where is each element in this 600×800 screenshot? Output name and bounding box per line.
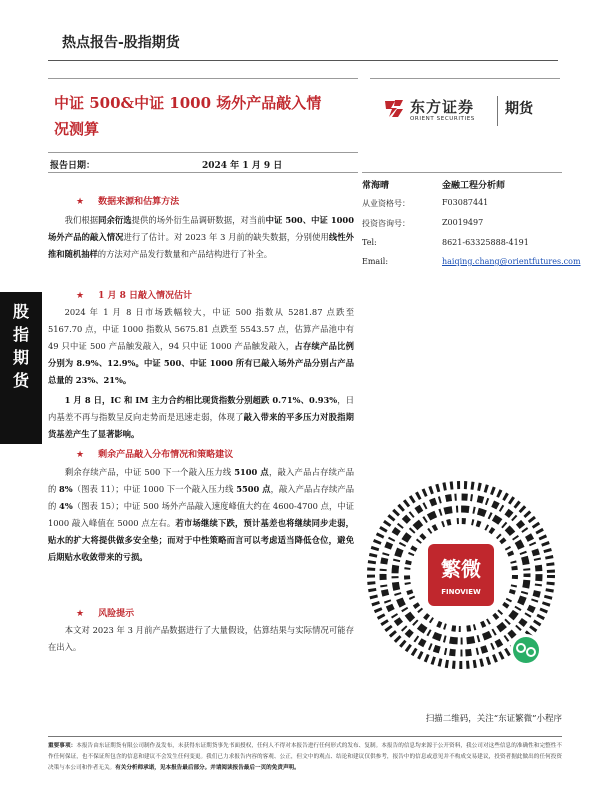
star-icon: ★ (76, 450, 85, 460)
date-rule-top (48, 152, 358, 153)
report-date: 2024 年 1 月 9 日 (202, 161, 283, 171)
bold-span: 8% (59, 484, 73, 494)
analyst-rule (362, 172, 562, 173)
side-tab-char: 期 (12, 348, 29, 367)
orient-logo-icon (383, 97, 405, 119)
paragraph-strategy (48, 464, 354, 566)
bold-span: 4% (59, 501, 73, 511)
analyst-field-value: F03087441 (442, 198, 489, 207)
text-span: 进行了估计。对 2023 年 3 月前的缺失数据，分别使用 (123, 232, 329, 242)
analyst-field-label: Email: (362, 257, 389, 266)
section-heading-text: 1 月 8 日敲入情况估计 (98, 291, 193, 301)
bold-span: 线性外推和随机抽样 (48, 232, 354, 259)
paragraph-data-source (48, 212, 354, 263)
paragraph-knockin-estimate (48, 304, 354, 389)
analyst-field-value: 8621-63325888-4191 (442, 238, 529, 247)
text-span: 的方法对产品发行数量和产品结构进行了补全。 (97, 249, 273, 259)
logo-division: 期货 (505, 101, 533, 117)
disclaimer-tail: 有关分析师承诺，见本报告最后部分。并请阅读报告最后一页的免责声明。 (115, 765, 300, 771)
logo-divider (497, 96, 498, 126)
side-tab-char: 股 (12, 302, 29, 321)
qr-badge-en: FINOVIEW (441, 588, 481, 596)
section-heading-knockin-estimate (76, 288, 192, 301)
header-divider (48, 60, 558, 61)
text-span: ，日内基差不再与指数呈反向走势而是迅速走弱，体现了 (48, 395, 354, 422)
side-tab-char: 指 (12, 325, 29, 344)
disclaimer-rule (48, 736, 562, 737)
disclaimer (48, 741, 562, 774)
analyst-field-label: 投资咨询号： (362, 219, 410, 228)
logo-text-cn: 东方证券 (410, 98, 475, 116)
paragraph-risk (48, 622, 354, 656)
section-heading-text: 数据来源和估算方法 (98, 197, 180, 207)
paragraph-basis-impact (48, 392, 354, 443)
analyst-field-label: 从业资格号： (362, 199, 410, 208)
disclaimer-body: 本报告由东证期货有限公司制作及发布，未获得东证期货事先书面授权，任何人不得对本报告进行任何形式的发布、复制。本报告的信息均来源于公开资料，我公司对这些信息的准确性和完整性不作任何保证，也不保证所包含的信息和建议不会发生任何变更。我们已力求报告内容的客观、公正，但文中的观点、结论和建议仅供参考，报告中的信息或意见并不构成交易建议，投资者据此做出的任何投资决策与本公司和作者无关。 (48, 743, 562, 771)
bold-span: 若市场继续下跌，预计基差也将继续同步走弱，贴水的扩大将提供做多安全垫；而对于中性策略而言可以考虑适当降低仓位，避免后期贴水收敛带来的亏损。 (48, 518, 354, 562)
analyst-name: 常海晴 (362, 181, 390, 191)
text-span: （图表 15）；中证 500 场外产品敲入速度峰值大约在 4600-4700 点，中证 1000 敲入峰值在 5000 点左右。 (48, 501, 354, 528)
bold-span: 敲入带来的平多压力对股指期货基差产生了显著影响。 (48, 412, 354, 439)
qr-caption: 扫描二维码，关注“东证繁微”小程序 (425, 714, 562, 724)
bold-span: 5100 点 (234, 467, 269, 477)
text-span: ，敲入产品占存续产品的 (48, 484, 354, 511)
analyst-field-label: Tel: (362, 238, 377, 247)
section-heading-strategy (76, 447, 233, 460)
side-tab-char: 货 (12, 371, 29, 390)
star-icon: ★ (76, 291, 85, 301)
bold-span: 5500 点 (236, 484, 271, 494)
star-icon: ★ (76, 197, 85, 207)
section-heading-text: 风险提示 (98, 609, 135, 619)
analyst-field-value: Z0019497 (442, 218, 484, 227)
qr-code[interactable] (366, 462, 556, 688)
text-span: ，敲入产品占存续产品的 (48, 467, 355, 494)
bold-span: 占存续产品比例分别为 8.9%、12.9%。中证 500、中证 1000 所有已敲入场外产品分别占产品总量的 23%、21%。 (48, 341, 354, 385)
qr-badge-cn: 繁微 (441, 557, 481, 581)
report-title-line1: 中证 500&中证 1000 场外产品敲入情 (54, 94, 322, 112)
logo-text-en: ORIENT SECURITIES (410, 116, 475, 122)
report-date-label: 报告日期： (50, 161, 96, 171)
text-span: 本文对 2023 年 3 月前产品数据进行了大量假设，估算结果与实际情况可能存在出入。 (48, 625, 354, 652)
bold-span: 同余衍选 (98, 215, 132, 225)
text-span: （图表 11）；中证 1000 下一个敲入压力线 (72, 484, 237, 494)
text-span: 我们根据 (64, 215, 99, 225)
text-span: 提供的场外衍生品调研数据，对当前 (131, 215, 266, 225)
bold-span: 中证 500、中证 1000 场外产品的敲入情况 (48, 215, 354, 242)
date-rule-bottom (48, 172, 358, 173)
section-heading-data-source (76, 194, 179, 207)
analyst-title: 金融工程分析师 (442, 181, 506, 191)
disclaimer-label: 重要事项： (48, 743, 77, 749)
report-title (54, 90, 354, 142)
text-span: 2024 年 1 月 8 日市场跌幅较大，中证 500 指数从 5281.87 点跌至 5167.70 点，中证 1000 指数从 5675.81 点跌至 5543.57 点，估算产品池中有 49 只中证 500 产品触发敲入，94 只中证 1000 产品触发敲入， (48, 307, 354, 351)
bold-span: 1 月 8 日，IC 和 IM 主力合约相比现货指数分别超跌 0.71%、0.93% (64, 395, 338, 405)
side-tab-text (0, 300, 42, 392)
section-heading-text: 剩余产品敲入分布情况和策略建议 (98, 450, 234, 460)
analyst-email-link[interactable]: haiqing.chang@orientfutures.com (442, 257, 581, 266)
section-heading-risk (76, 606, 134, 619)
report-title-line2: 况测算 (54, 120, 100, 138)
report-category: 热点报告-股指期货 (62, 35, 180, 51)
text-span: 剩余存续产品，中证 500 下一个敲入压力线 (64, 467, 235, 477)
star-icon: ★ (76, 609, 85, 619)
